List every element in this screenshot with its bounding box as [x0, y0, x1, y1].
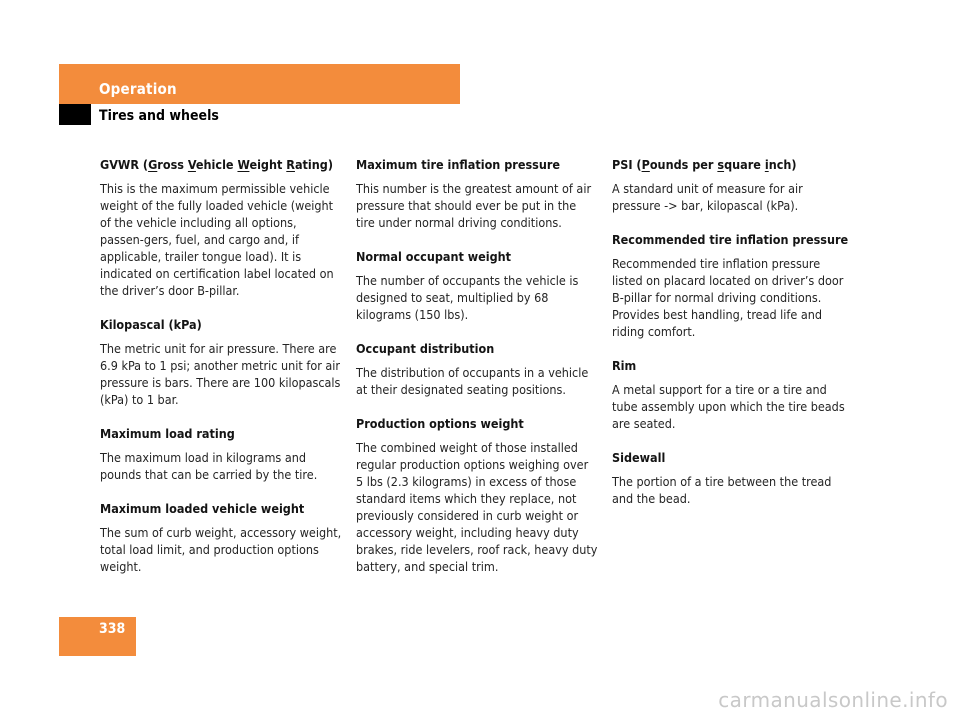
subsection-marker	[59, 104, 91, 125]
glossary-definition: Recommended tire inflation pressure listed on placard located on driver’s door B-pillar for normal driving conditions. Provides best handling, tread life and riding comfort.	[612, 256, 844, 339]
glossary-definition: The number of occupants the vehicle is designed to seat, multiplied by 68 kilograms (150 lbs).	[356, 273, 579, 322]
glossary-definition: The distribution of occupants in a vehicle at their designated seating positions.	[356, 365, 589, 397]
glossary-term: Maximum tire inflation pressure	[356, 157, 561, 172]
glossary-term: Production options weight	[356, 416, 524, 431]
glossary-term: GVWR (Gross Vehicle Weight Rating)	[100, 157, 333, 172]
glossary-term: Maximum load rating	[100, 426, 235, 441]
glossary-term: Recommended tire inflation pressure	[612, 232, 849, 247]
column-2	[356, 156, 598, 592]
glossary-definition: The sum of curb weight, accessory weight, total load limit, and production options weight.	[100, 525, 342, 574]
glossary-definition: This number is the greatest amount of air pressure that should ever be put in the tire under normal driving conditions.	[356, 181, 592, 230]
glossary-term: Occupant distribution	[356, 341, 495, 356]
glossary-definition: The portion of a tire between the tread and the bead.	[612, 474, 832, 506]
page-number: 338	[99, 621, 126, 637]
glossary-definition: The maximum load in kilograms and pounds that can be carried by the tire.	[100, 450, 318, 482]
glossary-term: PSI (Pounds per square inch)	[612, 157, 797, 172]
glossary-definition: The combined weight of those installed regular production options weighing over 5 lbs (2.3 kilograms) in excess of those standard items which they replace, not previously considered in curb weight or accessory weight, including heavy duty brakes, ride levelers, roof rack, heavy duty battery, and special trim.	[356, 440, 598, 574]
glossary-term: Kilopascal (kPa)	[100, 317, 202, 332]
glossary-definition: A metal support for a tire or a tire and tube assembly upon which the tire beads are seated.	[612, 382, 845, 431]
glossary-definition: The metric unit for air pressure. There are 6.9 kPa to 1 psi; another metric unit for air pressure is bars. There are 100 kilopascals (kPa) to 1 bar.	[100, 341, 341, 407]
subsection-title: Tires and wheels	[99, 108, 219, 124]
section-title: Operation	[99, 80, 177, 98]
glossary-term: Maximum loaded vehicle weight	[100, 501, 305, 516]
glossary-term: Sidewall	[612, 450, 666, 465]
column-1	[100, 156, 342, 592]
glossary-term: Rim	[612, 358, 637, 373]
glossary-definition: This is the maximum permissible vehicle weight of the fully loaded vehicle (weight of the vehicle including all options, passen-gers, fuel, and cargo and, if applicable, trailer tongue load). It is indicated on certification label located on the driver’s door B-pillar.	[100, 181, 334, 298]
watermark: carmanualsonline.info	[718, 688, 948, 712]
column-3	[612, 156, 854, 524]
glossary-term: Normal occupant weight	[356, 249, 512, 264]
glossary-definition: A standard unit of measure for air pressure -> bar, kilopascal (kPa).	[612, 181, 803, 213]
